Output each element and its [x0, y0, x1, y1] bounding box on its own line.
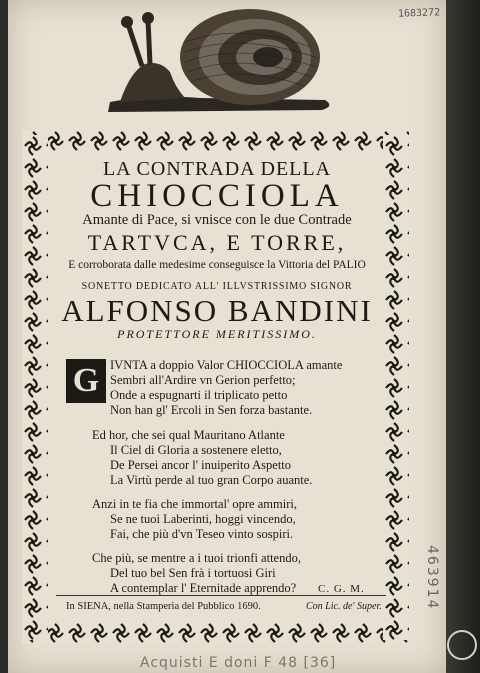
- dedicatee-name: ALFONSO BANDINI: [61, 293, 373, 328]
- verse-line: Che più, se mentre a i tuoi trionfi attendo,: [92, 551, 301, 565]
- pencil-inventory-number: 463914: [424, 545, 440, 611]
- ornamental-border-right: [383, 135, 409, 640]
- heading-line-3: Amante di Pace, si vnisce con le due Contrade: [82, 212, 352, 228]
- verse-line: Del tuo bel Sen frà i tortuosi Giri: [110, 566, 276, 580]
- dedication-line: SONETTO DEDICATO ALL' ILLVSTRISSIMO SIGNOR: [81, 281, 353, 292]
- verse-line: La Virtù perde al tuo gran Corpo auante.: [110, 473, 313, 487]
- divider-rule: [56, 595, 386, 596]
- drop-cap-initial: G: [66, 359, 106, 403]
- verse-line: Anzi in te fia che immortal' opre ammiri,: [92, 497, 297, 511]
- verse-line: Se ne tuoi Laberinti, hoggi vincendo,: [110, 512, 296, 526]
- snail-woodcut-icon: [90, 2, 340, 120]
- dedicatee-title: PROTETTORE MERITISSIMO.: [117, 327, 317, 341]
- ornamental-border-bottom: [22, 622, 409, 644]
- verse-line: Non han gl' Ercoli in Sen forza bastante.: [110, 403, 313, 417]
- ornamental-border-top: [22, 130, 409, 152]
- heading-tartuca-torre: TARTVCA, E TORRE,: [87, 230, 347, 255]
- printer-imprint: In SIENA, nella Stamperia del Pubblico 1690.: [66, 601, 261, 612]
- library-stamp-icon: [447, 630, 477, 660]
- catalog-number: 1683272: [397, 7, 441, 20]
- verse-line: De Persei ancor l' inuiperito Aspetto: [110, 458, 292, 472]
- heading-line-5: E corroborata dalle medesime conseguisce la Vittoria del PALIO: [68, 259, 366, 271]
- verse-line: Fai, che più d'vn Teseo vinto sospiri.: [110, 527, 294, 541]
- pencil-shelfmark: Acquisti E doni F 48 [36]: [140, 655, 337, 671]
- verse-line: Sembri all'Ardire vn Gerion perfetto;: [110, 373, 296, 387]
- author-initials: C. G. M.: [318, 583, 365, 595]
- license-note: Con Lic. de' Super.: [306, 601, 382, 612]
- heading-chiocciola: CHIOCCIOLA: [90, 178, 344, 214]
- verse-line: A contemplar l' Eternitade apprendo?: [110, 581, 297, 595]
- background-edge: [446, 0, 480, 673]
- verse-line: Il Ciel di Gloria a sostenere eletto,: [110, 443, 282, 457]
- verse-line: Ed hor, che sei qual Mauritano Atlante: [92, 428, 285, 442]
- ornamental-border-left: [22, 135, 48, 640]
- verse-line: IVNTA a doppio Valor CHIOCCIOLA amante: [110, 358, 343, 372]
- heading-line-1: LA CONTRADA DELLA: [102, 158, 332, 180]
- verse-line: Onde a espugnarti il triplicato petto: [110, 388, 288, 402]
